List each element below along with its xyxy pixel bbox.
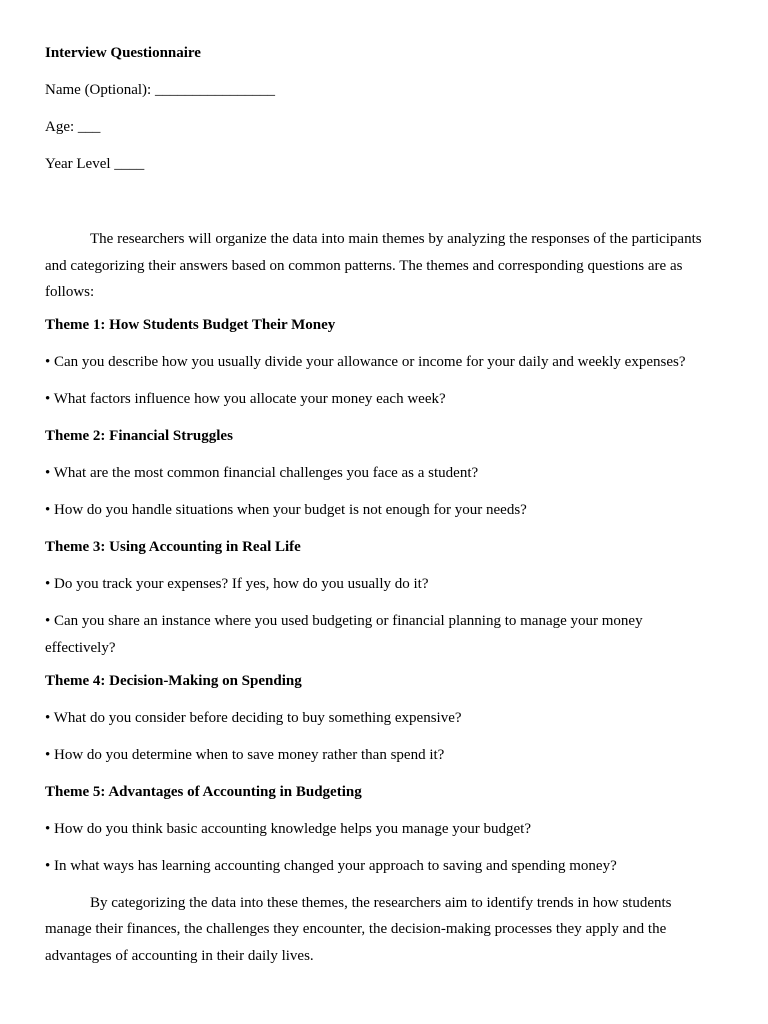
question-item: • Do you track your expenses? If yes, how do you usually do it? bbox=[45, 576, 429, 593]
theme-heading: Theme 2: Financial Struggles bbox=[45, 428, 233, 445]
intro-paragraph: The researchers will organize the data into main themes by analyzing the responses of the participants and categorizing their answers based on common patterns. The themes and corresponding questions are as follows: bbox=[45, 231, 702, 301]
question-item: • What are the most common financial challenges you face as a student? bbox=[45, 465, 479, 482]
document-page bbox=[45, 44, 715, 970]
theme-2 bbox=[45, 427, 715, 520]
question-item: • How do you think basic accounting knowledge helps you manage your budget? bbox=[45, 820, 531, 837]
theme-heading: Theme 5: Advantages of Accounting in Budgeting bbox=[45, 783, 362, 800]
theme-heading: Theme 3: Using Accounting in Real Life bbox=[45, 539, 301, 556]
theme-4 bbox=[45, 672, 715, 765]
name-field: Name (Optional): ________________ bbox=[45, 82, 275, 98]
question-item: • What do you consider before deciding to buy something expensive? bbox=[45, 709, 462, 726]
question-item: • How do you handle situations when your budget is not enough for your needs? bbox=[45, 502, 527, 519]
theme-5 bbox=[45, 783, 715, 876]
document-title: Interview Questionnaire bbox=[45, 45, 201, 61]
question-item: • Can you share an instance where you used budgeting or financial planning to manage your money effectively? bbox=[45, 613, 643, 656]
theme-heading: Theme 1: How Students Budget Their Money bbox=[45, 317, 336, 334]
conclusion-paragraph: By categorizing the data into these themes, the researchers aim to identify trends in how students manage their finances, the challenges they encounter, the decision-making processes they apply and the advantages of accounting in their daily lives. bbox=[45, 894, 672, 964]
theme-heading: Theme 4: Decision-Making on Spending bbox=[45, 672, 302, 689]
question-item: • What factors influence how you allocate your money each week? bbox=[45, 391, 446, 408]
theme-3 bbox=[45, 538, 715, 661]
year-level-field: Year Level ____ bbox=[45, 156, 145, 172]
theme-1 bbox=[45, 316, 715, 409]
question-item: • How do you determine when to save money rather than spend it? bbox=[45, 746, 445, 763]
question-item: • In what ways has learning accounting changed your approach to saving and spending money? bbox=[45, 857, 617, 874]
question-item: • Can you describe how you usually divide your allowance or income for your daily and weekly expenses? bbox=[45, 354, 686, 371]
age-field: Age: ___ bbox=[45, 119, 101, 135]
